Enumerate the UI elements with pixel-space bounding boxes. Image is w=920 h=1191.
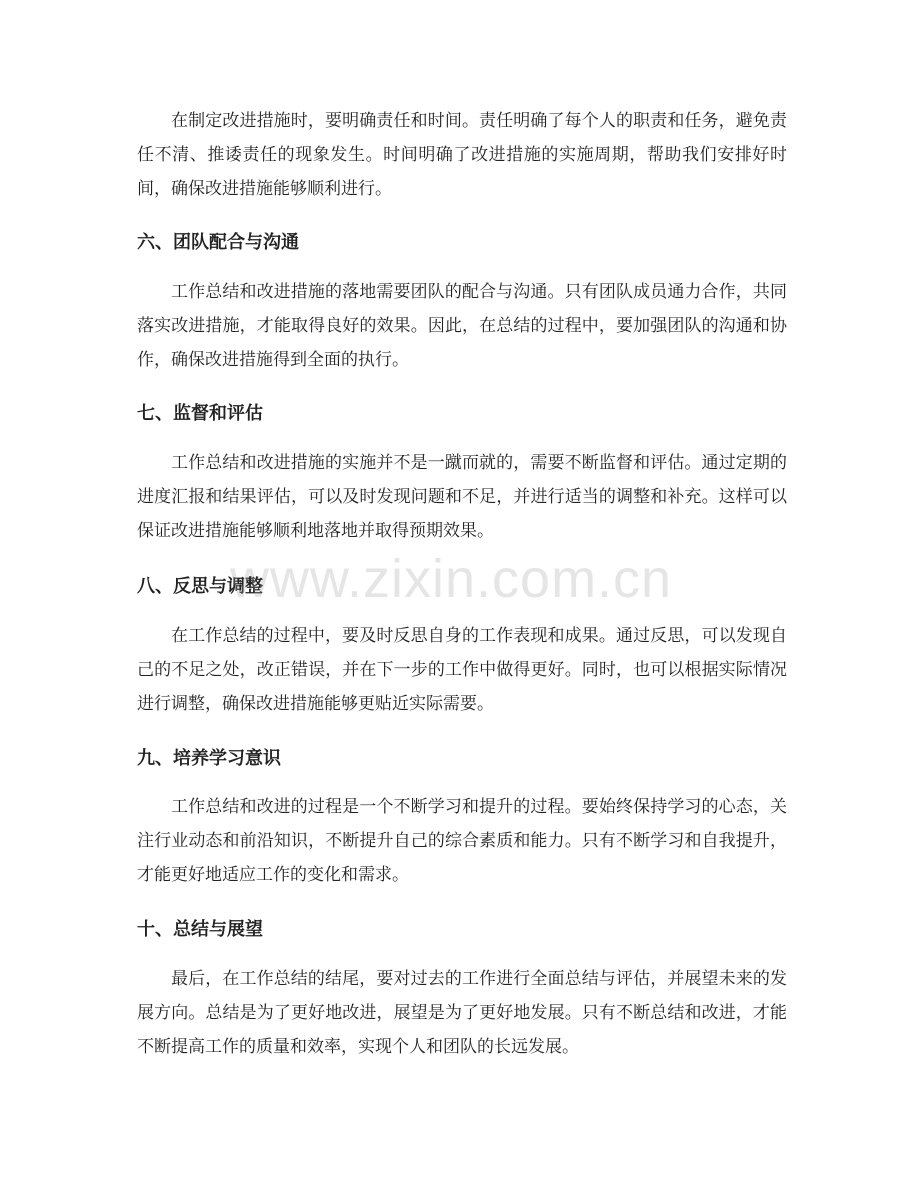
paragraph-team-cooperation: 工作总结和改进措施的落地需要团队的配合与沟通。只有团队成员通力合作，共同落实改进措施，才能取得良好的效果。因此，在总结的过程中，要加强团队的沟通和协作，确保改进措施得到全面的执行。: [137, 282, 787, 370]
paragraph-supervision: 工作总结和改进措施的实施并不是一蹴而就的，需要不断监督和评估。通过定期的进度汇报和结果评估，可以及时发现问题和不足，并进行适当的调整和补充。这样可以保证改进措施能够顺利地落地并取得预期效果。: [137, 453, 787, 541]
paragraph-learning: 工作总结和改进的过程是一个不断学习和提升的过程。要始终保持学习的心态，关注行业动态和前沿知识，不断提升自己的综合素质和能力。只有不断学习和自我提升，才能更好地适应工作的变化和需求。: [137, 797, 787, 885]
heading-reflection: 八、反思与调整: [137, 576, 263, 597]
heading-team-cooperation: 六、团队配合与沟通: [137, 232, 299, 253]
watermark: www.zixin.com.cn: [230, 549, 673, 609]
heading-supervision: 七、监督和评估: [137, 403, 263, 424]
paragraph-responsibility: 在制定改进措施时，要明确责任和时间。责任明确了每个人的职责和任务，避免责任不清、推诿责任的现象发生。时间明确了改进措施的实施周期，帮助我们安排好时间，确保改进措施能够顺利进行。: [137, 111, 787, 199]
heading-learning: 九、培养学习意识: [137, 748, 281, 769]
paragraph-reflection: 在工作总结的过程中，要及时反思自身的工作表现和成果。通过反思，可以发现自己的不足之处，改正错误，并在下一步的工作中做得更好。同时，也可以根据实际情况进行调整，确保改进措施能够更贴近实际需要。: [137, 626, 787, 714]
heading-summary: 十、总结与展望: [137, 919, 263, 940]
paragraph-summary: 最后，在工作总结的结尾，要对过去的工作进行全面总结与评估，并展望未来的发展方向。总结是为了更好地改进，展望是为了更好地发展。只有不断总结和改进，才能不断提高工作的质量和效率，实现个人和团队的长远发展。: [137, 969, 787, 1057]
